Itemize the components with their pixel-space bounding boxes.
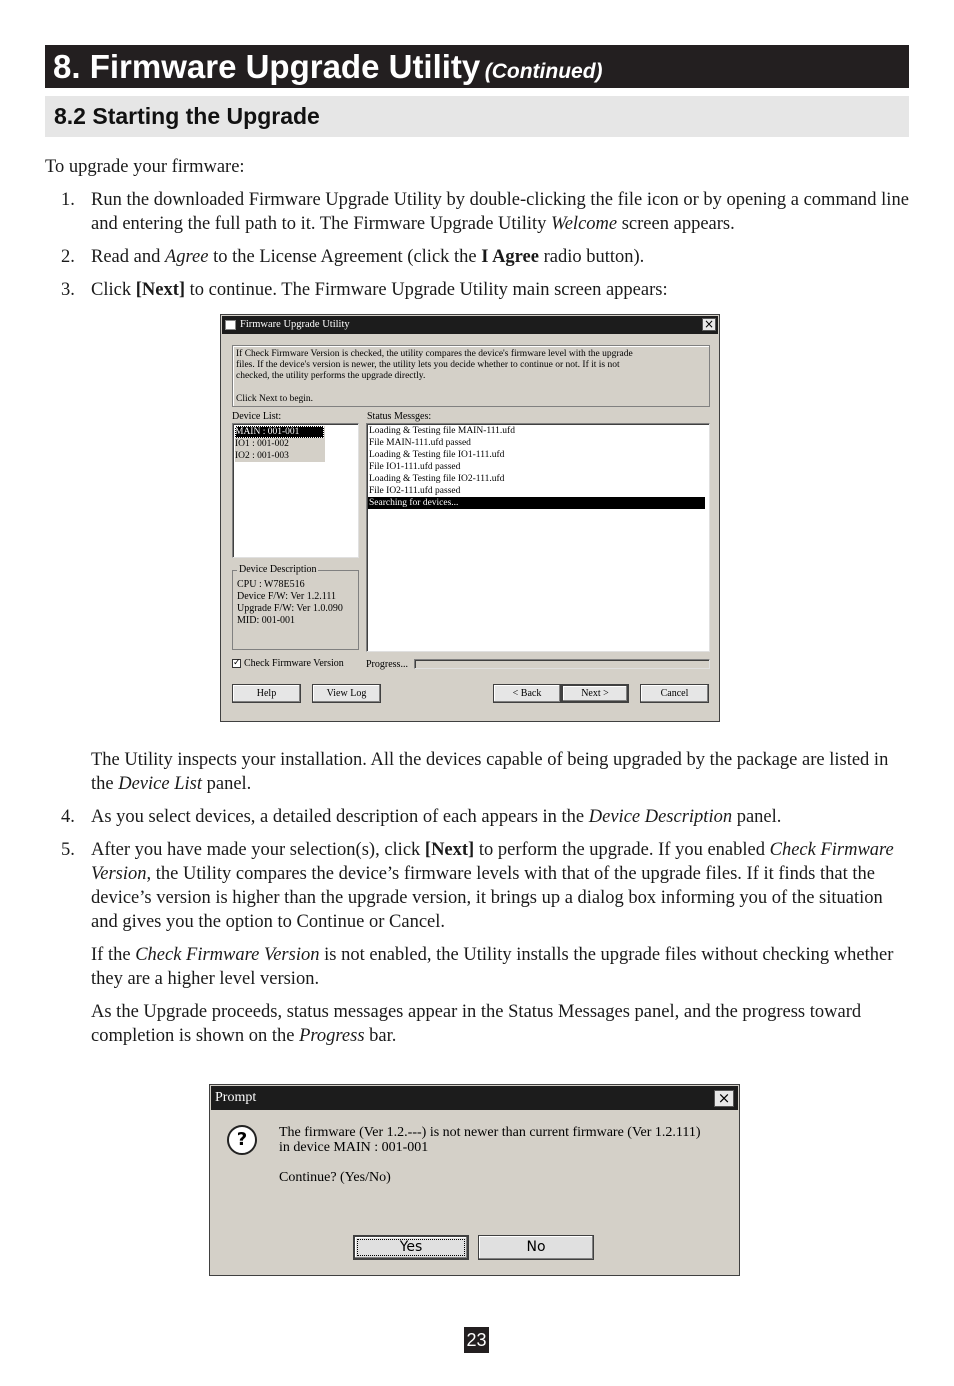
step-number: 1. <box>61 190 75 210</box>
page-number: 23 <box>464 1327 489 1353</box>
step-number: 5. <box>61 840 75 860</box>
info-line: checked, the utility performs the upgrade directly. <box>236 371 426 381</box>
step-5-text: After you have made your selection(s), click [Next] to perform the upgrade. If you enabled Check Firmware Version, the Utility compares the device’s firmware levels with that of the upgrade files. If it finds that the device’s version is higher than the upgrade version, it brings up a dialog box informing you of the situation and gives you the option to Continue or Cancel. <box>91 840 894 932</box>
help-button[interactable]: Help <box>232 684 301 703</box>
device-description-line: CPU : W78E516 <box>237 579 305 590</box>
info-line: If Check Firmware Version is checked, the utility compares the device's firmware level with the upgrade <box>236 349 633 359</box>
prompt-message-line: The firmware (Ver 1.2.---) is not newer than current firmware (Ver 1.2.111) <box>279 1125 701 1140</box>
question-icon: ? <box>227 1125 257 1155</box>
device-list-label: Device List: <box>232 411 282 422</box>
status-message: File IO2-111.ufd passed <box>369 486 461 496</box>
step-2-text: Read and Agree to the License Agreement (click the I Agree radio button). <box>91 247 645 267</box>
status-message: Loading & Testing file IO1-111.ufd <box>369 450 505 460</box>
window-title: Firmware Upgrade Utility <box>240 319 350 330</box>
info-line: files. If the device's version is newer, the utility lets you decide whether to continue or not. If it is not <box>236 360 620 370</box>
back-button[interactable]: < Back <box>493 684 561 703</box>
no-button[interactable]: No <box>478 1235 594 1260</box>
progress-bar <box>414 659 710 669</box>
status-message: Loading & Testing file IO2-111.ufd <box>369 474 505 484</box>
prompt-dialog <box>209 1084 740 1276</box>
chapter-continued: (Continued) <box>484 60 603 83</box>
device-item-io2[interactable]: IO2 : 001-003 <box>235 451 289 461</box>
status-message-selected: Searching for devices... <box>368 497 705 509</box>
prompt-question: Continue? (Yes/No) <box>279 1170 391 1185</box>
step-number: 4. <box>61 807 75 827</box>
next-button[interactable]: Next > <box>561 684 629 703</box>
progress-label: Progress... <box>366 659 408 670</box>
window-titlebar <box>222 316 718 334</box>
device-item-io1[interactable]: IO1 : 001-002 <box>235 439 289 449</box>
app-icon <box>225 320 236 330</box>
device-item-main[interactable]: MAIN : 001-001 <box>235 426 324 438</box>
step-number: 3. <box>61 280 75 300</box>
close-icon[interactable]: × <box>703 317 715 331</box>
prompt-titlebar <box>211 1086 738 1110</box>
firmware-utility-window <box>220 314 720 722</box>
status-message: Loading & Testing file MAIN-111.ufd <box>369 426 515 436</box>
device-description-line: Device F/W: Ver 1.2.111 <box>237 591 336 602</box>
intro-text: To upgrade your firmware: <box>45 157 245 177</box>
prompt-message-line: in device MAIN : 001-001 <box>279 1140 429 1155</box>
check-disabled-text: If the Check Firmware Version is not enabled, the Utility installs the upgrade files without checking whether they are a higher level version. <box>91 945 894 989</box>
yes-button[interactable]: Yes <box>353 1235 469 1260</box>
status-messages-label: Status Messges: <box>367 411 432 422</box>
device-description-line: MID: 001-001 <box>237 615 296 626</box>
step-3-text: Click [Next] to continue. The Firmware Upgrade Utility main screen appears: <box>91 280 668 300</box>
check-firmware-label: Check Firmware Version <box>244 658 344 669</box>
progress-text: As the Upgrade proceeds, status messages appear in the Status Messages panel, and the progress toward completion is shown on the Progress bar. <box>91 1002 862 1046</box>
cancel-button[interactable]: Cancel <box>640 684 709 703</box>
step-4-text: As you select devices, a detailed description of each appears in the Device Description panel. <box>91 807 782 827</box>
step-number: 2. <box>61 247 75 267</box>
close-icon[interactable]: × <box>714 1090 734 1107</box>
prompt-title: Prompt <box>215 1090 257 1105</box>
status-messages-list[interactable] <box>366 423 710 652</box>
info-panel <box>232 345 710 407</box>
section-title: 8.2 Starting the Upgrade <box>45 96 909 137</box>
click-next-hint: Click Next to begin. <box>236 394 314 404</box>
chapter-title: 8. Firmware Upgrade Utility <box>53 48 481 85</box>
status-message: File MAIN-111.ufd passed <box>369 438 471 448</box>
status-message: File IO1-111.ufd passed <box>369 462 461 472</box>
device-list[interactable] <box>232 423 359 558</box>
check-firmware-checkbox[interactable]: ✓ <box>233 658 241 668</box>
view-log-button[interactable]: View Log <box>312 684 381 703</box>
device-description-panel <box>232 564 359 650</box>
chapter-title-bar <box>45 45 909 88</box>
after-step-3-text: The Utility inspects your installation. All the devices capable of being upgraded by the package are listed in the Device List panel. <box>91 750 889 794</box>
device-description-legend: Device Description <box>239 564 317 575</box>
device-description-line: Upgrade F/W: Ver 1.0.090 <box>237 603 343 614</box>
step-1-text: Run the downloaded Firmware Upgrade Utility by double-clicking the file icon or by opening a command line and entering the full path to it. The Firmware Upgrade Utility Welcome screen appears. <box>91 190 909 234</box>
